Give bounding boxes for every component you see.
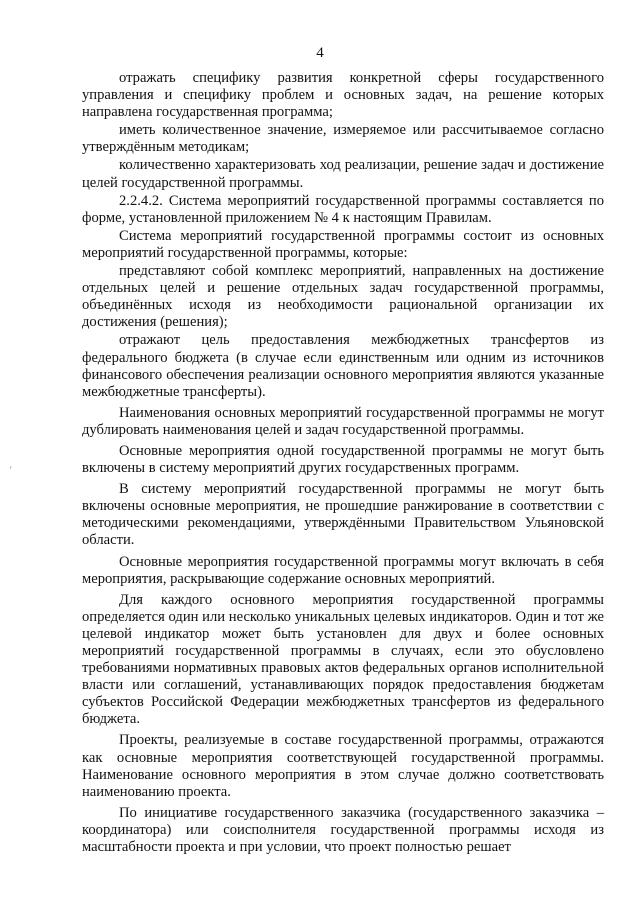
paragraph: иметь количественное значение, измеряемое или рассчитываемое согласно утверждённым методикам;	[82, 122, 604, 156]
paragraph: отражают цель предоставления межбюджетных трансфертов из федерального бюджета (в случае если единственным или одним из источников финансового обеспечения реализации основного мероприятия являются указанные межбюджетные трансферты).	[82, 332, 604, 400]
paragraph: Проекты, реализуемые в составе государственной программы, отражаются как основные мероприятия соответствующей государственной программы. Наименование основного мероприятия в этом случае должно соответствовать наименованию проекта.	[82, 732, 604, 800]
page-number: 4	[316, 45, 324, 61]
paragraph: Наименования основных мероприятий государственной программы не могут дублировать наименования целей и задач государственной программы.	[82, 404, 604, 438]
paragraph: Для каждого основного мероприятия государственной программы определяется один или несколько уникальных целевых индикаторов. Один и тот же целевой индикатор может быть установлен для двух и более основных мероприятий государственной программы в случаях, если это обусловлено требованиями нормативных правовых актов федеральных органов исполнительной власти или соглашений, устанавливающих порядок предоставления бюджетам субъектов Российской Федерации межбюджетных трансфертов из федерального бюджета.	[82, 591, 604, 728]
paragraph: В систему мероприятий государственной программы не могут быть включены основные мероприятия, не прошедшие ранжирование в соответствии с методическими рекомендациями, утверждёнными Правительством Ульяновской области.	[82, 481, 604, 549]
paragraph: Основные мероприятия государственной программы могут включать в себя мероприятия, раскрывающие содержание основных мероприятий.	[82, 553, 604, 587]
paragraph: количественно характеризовать ход реализации, решение задач и достижение целей государственной программы.	[82, 157, 604, 191]
paragraph: По инициативе государственного заказчика (государственного заказчика – координатора) или соисполнителя государственной программы исходя из масштабности проекта и при условии, что проект полностью решает	[82, 804, 604, 856]
paragraph: представляют собой комплекс мероприятий, направленных на достижение отдельных целей и решение отдельных задач государственной программы, объединённых исходя из необходимости рациональной организации их достижения (решения);	[82, 263, 604, 331]
margin-mark: '	[10, 465, 12, 475]
paragraph: отражать специфику развития конкретной сферы государственного управления и специфику проблем и основных задач, на решение которых направлена государственная программа;	[82, 70, 604, 121]
paragraph: 2.2.4.2. Система мероприятий государственной программы составляется по форме, установленной приложением № 4 к настоящим Правилам.	[82, 192, 604, 226]
paragraph: Система мероприятий государственной программы состоит из основных мероприятий государственной программы, которые:	[82, 227, 604, 261]
document-body	[82, 70, 604, 856]
paragraph: Основные мероприятия одной государственной программы не могут быть включены в систему мероприятий других государственных программ.	[82, 442, 604, 477]
